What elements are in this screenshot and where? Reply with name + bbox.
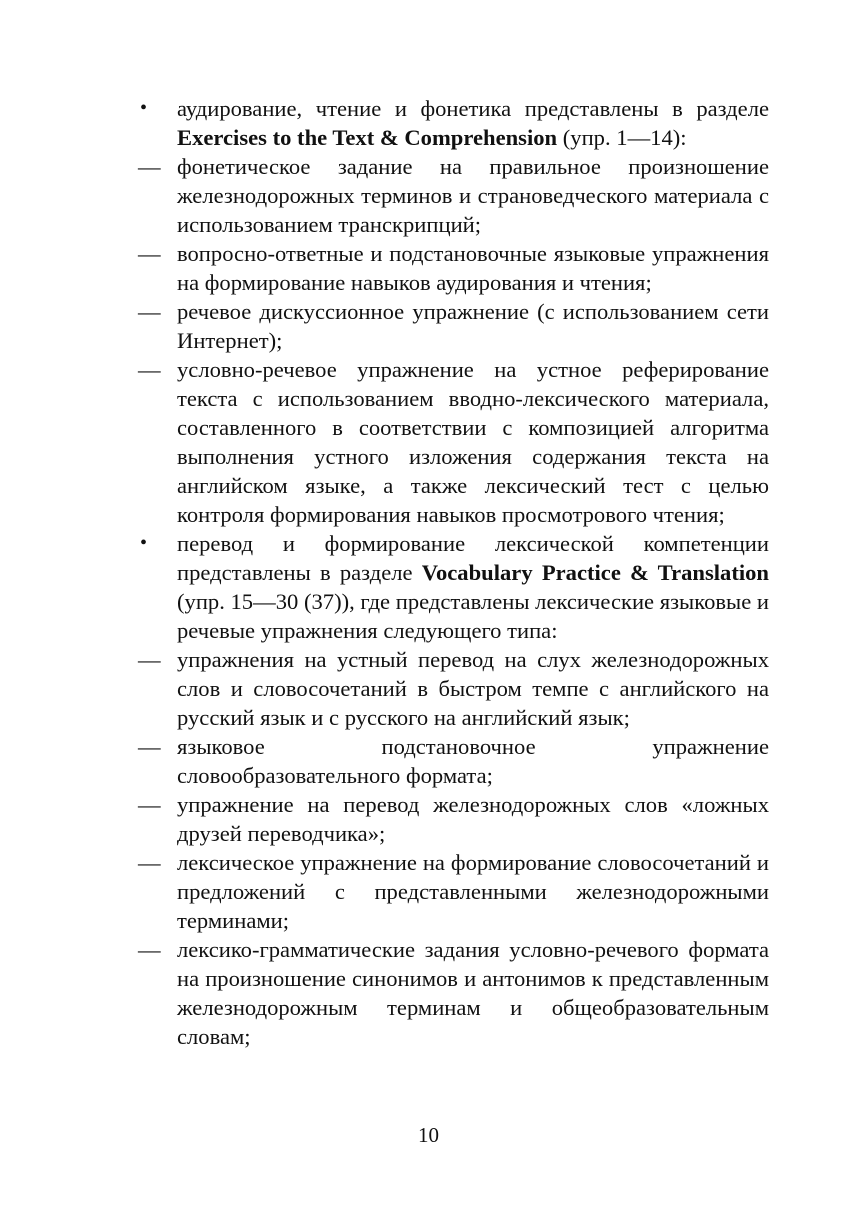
dash-marker: — <box>138 792 161 817</box>
dash-item-synonyms <box>136 935 769 1051</box>
section-title-exercises: Exercises to the Text & Comprehension <box>177 125 558 150</box>
item-text: упражнение на перевод железнодорожных слов «ложных друзей переводчика»; <box>177 792 769 846</box>
item-text: речевое дискуссионное упражнение (с использованием сети Интернет); <box>177 299 769 353</box>
page-body <box>136 94 769 1051</box>
item-text: лексико-грамматические задания условно-речевого формата на произношение синонимов и антонимов к представленным железнодорожным терминам и общеобразовательным словам; <box>177 937 769 1049</box>
dash-marker: — <box>138 357 161 382</box>
item-text: фонетическое задание на правильное произношение железнодорожных терминов и страноведческого материала с использованием транскрипций; <box>177 154 769 237</box>
dash-marker: — <box>138 647 161 672</box>
dash-marker: — <box>138 154 161 179</box>
dash-item-phonetic <box>136 152 769 239</box>
item-text-part: перевод и формирование лексической компетенции представлены в разделе <box>177 531 769 585</box>
section-title-vocabulary: Vocabulary Practice & Translation <box>421 560 769 585</box>
dash-marker: — <box>138 937 161 962</box>
item-text: условно-речевое упражнение на устное реферирование текста с использованием вводно-лексического материала, составленного в соответствии с композицией алгоритма выполнения устного изложения содержания текста на английском языке, а также лексический тест с целью контроля формирования навыков просмотрового чтения; <box>177 357 769 527</box>
dash-item-collocations <box>136 848 769 935</box>
dash-marker: — <box>138 299 161 324</box>
dash-item-false-friends <box>136 790 769 848</box>
bullet-marker: • <box>140 532 148 554</box>
bullet-marker: • <box>140 97 148 119</box>
bullet-item-listening <box>136 94 769 152</box>
item-text: языковое подстановочное упражнение словообразовательного формата; <box>177 734 769 788</box>
item-text-part: (упр. 15—30 (37)), где представлены лексические языковые и речевые упражнения следующего типа: <box>177 589 769 643</box>
item-text <box>177 94 769 152</box>
dash-item-oral-translation <box>136 645 769 732</box>
page-number: 10 <box>418 1123 439 1147</box>
dash-item-question-answer <box>136 239 769 297</box>
item-text: упражнения на устный перевод на слух железнодорожных слов и словосочетаний в быстром темпе с английского на русский язык и с русского на английский язык; <box>177 647 769 730</box>
dash-item-summary <box>136 355 769 529</box>
dash-marker: — <box>138 241 161 266</box>
dash-item-discussion <box>136 297 769 355</box>
item-text: вопросно-ответные и подстановочные языковые упражнения на формирование навыков аудирования и чтения; <box>177 241 769 295</box>
item-text-part: (упр. 1—14): <box>557 125 687 150</box>
dash-marker: — <box>138 850 161 875</box>
dash-marker: — <box>138 734 161 759</box>
item-text: лексическое упражнение на формирование словосочетаний и предложений с представленными железнодорожными терминами; <box>177 850 769 933</box>
dash-item-word-formation <box>136 732 769 790</box>
bullet-item-translation <box>136 529 769 645</box>
item-text-part: аудирование, чтение и фонетика представлены в разделе <box>177 96 769 121</box>
item-text <box>177 529 769 645</box>
